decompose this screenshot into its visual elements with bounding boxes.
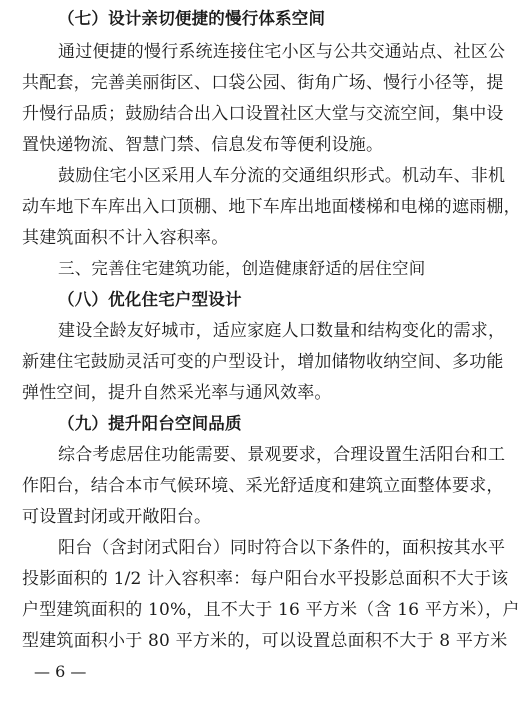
paragraph-line: 投影面积的 1/2 计入容积率：每户阳台水平投影总面积不大于该 (22, 569, 509, 589)
section-9-heading: （九）提升阳台空间品质 (58, 414, 242, 433)
paragraph-line: 其建筑面积不计入容积率。 (22, 228, 229, 248)
paragraph-line: 型建筑面积小于 80 平方米的，可以设置总面积不大于 8 平方米 (22, 631, 508, 651)
paragraph-line: 阳台（含封闭式阳台）同时符合以下条件的，面积按其水平 (58, 538, 506, 558)
paragraph-line: 户型建筑面积的 10%，且不大于 16 平方米（含 16 平方米），户 (22, 600, 520, 620)
paragraph-line: 通过便捷的慢行系统连接住宅小区与公共交通站点、社区公 (58, 42, 506, 62)
paragraph-line: 综合考虑居住功能需要、景观要求，合理设置生活阳台和工 (58, 445, 506, 465)
page-number: — 6 — (34, 662, 87, 681)
paragraph-line: 弹性空间，提升自然采光率与通风效率。 (22, 383, 332, 403)
part-3-heading: 三、完善住宅建筑功能，创造健康舒适的居住空间 (58, 259, 426, 278)
paragraph-line: 升慢行品质；鼓励结合出入口设置社区大堂与交流空间，集中设 (22, 104, 504, 124)
paragraph-line: 置快递物流、智慧门禁、信息发布等便利设施。 (22, 135, 384, 155)
paragraph-line: 新建住宅鼓励灵活可变的户型设计，增加储物收纳空间、多功能 (22, 352, 504, 372)
paragraph-line: 共配套，完善美丽街区、口袋公园、街角广场、慢行小径等，提 (22, 73, 504, 93)
paragraph-line: 可设置封闭或开敞阳台。 (22, 507, 212, 527)
paragraph-line: 建设全龄友好城市，适应家庭人口数量和结构变化的需求， (58, 321, 506, 341)
paragraph-line: 作阳台，结合本市气候环境、采光舒适度和建筑立面整体要求， (22, 476, 504, 496)
section-7-heading: （七）设计亲切便捷的慢行体系空间 (58, 9, 326, 28)
paragraph-line: 鼓励住宅小区采用人车分流的交通组织形式。机动车、非机 (58, 166, 506, 186)
paragraph-line: 动车地下车库出入口顶棚、地下车库出地面楼梯和电梯的遮雨棚， (22, 197, 521, 217)
section-8-heading: （八）优化住宅户型设计 (58, 290, 242, 309)
